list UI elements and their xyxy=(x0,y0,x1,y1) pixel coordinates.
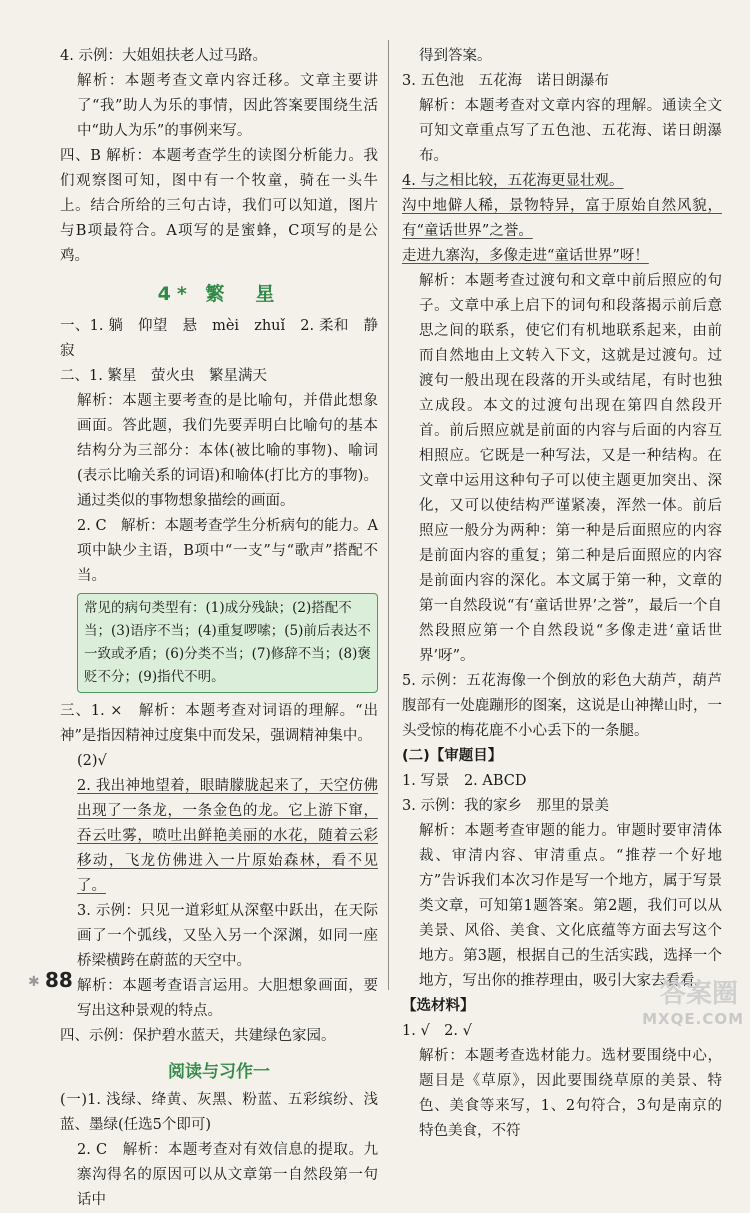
section-2-q1-analysis: 解析：本题主要考查的是比喻句，并借此想象画面。答此题，我们先要弄明白比喻句的基本结构分为三部分：本体(被比喻的事物)、喻词(表示比喻关系的词语)和喻体(打比方的事物)。通过类似的事物想象描绘的画面。 xyxy=(77,393,378,509)
watermark-url: MXQE.COM xyxy=(642,1010,744,1028)
page-number: 88 xyxy=(45,968,73,992)
right-q4-line1: 沟中地僻人稀，景物特异，富于原始自然风貌，有“童话世界”之誉。 xyxy=(402,198,722,239)
section-2-q2: 2. C 解析：本题考查学生分析病句的能力。A项中缺少主语，B项中“一支”与“歌声”搭配不当。 xyxy=(77,518,379,584)
section-3-heading: 【选材料】 xyxy=(402,998,475,1014)
section-4b-answer: 四、示例：保护碧水蓝天，共建绿色家园。 xyxy=(60,1028,336,1044)
right-q3-analysis: 解析：本题考查对文章内容的理解。通读全文可知文章重点写了五色池、五花海、诺日朗瀑布。 xyxy=(419,98,722,164)
star-icon: ✱ xyxy=(28,974,40,990)
section-3-q1: 三、1. × 解析：本题考查对词语的理解。“出神”是指因精神过度集中而发呆，强调精神集中。 xyxy=(60,703,378,744)
q4-analysis: 解析：本题考查文章内容迁移。文章主要讲了“我”助人为乐的事情，因此答案要围绕生活中“助人为乐”的事例来写。 xyxy=(77,73,378,139)
section-3-q3: 3. 示例：只见一道彩虹从深壑中跃出，在天际画了一个弧线，又坠入另一个深渊，如同一座桥梁横跨在蔚蓝的天空中。 xyxy=(77,903,378,969)
q4-example: 4. 示例：大姐姐扶老人过马路。 xyxy=(60,48,267,64)
right-b1: 1. √ 2. √ xyxy=(402,1023,472,1039)
right-q4-line2: 走进九寨沟，多像走进“童话世界”呀！ xyxy=(402,248,649,264)
right-a3-analysis: 解析：本题考查审题的能力。审题时要审清体裁、审清内容、审清重点。“推荐一个好地方”告诉我们本次习作是写一个地方，属于写景类文章，可知第1题答案。第2题，我们可以从美景、风俗、美食、文化底蕴等方面去写这个地方。第3题，根据自己的生活实践，选择一个地方，写出你的推荐理由，吸引大家去看看。 xyxy=(419,823,722,989)
left-column xyxy=(60,44,378,1213)
lesson-title: 4* 繁 星 xyxy=(157,283,281,305)
section-3-q1-mark: (2)√ xyxy=(77,753,107,769)
right-a3: 3. 示例：我的家乡 那里的景美 xyxy=(402,798,609,814)
section-1-answer: 一、1. 躺 仰望 悬 mèi zhuǐ 2. 柔和 静寂 xyxy=(60,318,378,359)
section-3-q2: 2. 我出神地望着，眼睛朦胧起来了，天空仿佛出现了一条龙，一条金色的龙。它上游下窜，吞云吐雾，喷吐出鲜艳美丽的水花，随着云彩移动，飞龙仿佛进入一片原始森林，看不见了。 xyxy=(77,778,378,894)
reading-q2: 2. C 解析：本题考查对有效信息的提取。九寨沟得名的原因可以从文章第一自然段第一句话中 xyxy=(77,1142,378,1208)
section-2-q1: 二、1. 繁星 萤火虫 繁星满天 xyxy=(60,368,267,384)
right-q4-analysis: 解析：本题考查过渡句和文章中前后照应的句子。文章中承上启下的词句和段落揭示前后意思之间的联系，使它们有机地联系起来，由前而自然地由上文转入下文，这就是过渡句。过渡句一般出现在段落的开头或结尾，有时也独立成段。本文的过渡句出现在第四自然段开首。前后照应就是前面的内容与后面的内容互相照应。它既是一种写法，又是一种结构。在文章中运用这种句子可以使主题更加突出、深化，又可以使结构严谨紧凑，浑然一体。前后照应一般分为两种：第一种是后面照应的内容是前面内容的重复；第二种是后面照应的内容是前面内容的深化。本文属于第一种，文章的第一自然段说“有‘童话世界’之誉”，最后一个自然段照应第一个自然段说“多像走进‘童话世界’呀”。 xyxy=(419,273,722,664)
section-2-heading: (二)【审题目】 xyxy=(402,748,503,764)
right-q3: 3. 五色池 五花海 诺日朗瀑布 xyxy=(402,73,609,89)
right-a1: 1. 写景 2. ABCD xyxy=(402,773,527,789)
continued-text: 得到答案。 xyxy=(419,48,492,64)
column-divider xyxy=(388,40,389,990)
right-q4: 4. 与之相比较，五花海更显壮观。 xyxy=(402,173,624,189)
right-q5: 5. 示例：五花海像一个倒放的彩色大葫芦，葫芦腹部有一处鹿蹦形的图案，这说是山神撵山时，一头受惊的梅花鹿不小心丢下的一条腿。 xyxy=(402,673,722,739)
right-b-analysis: 解析：本题考查选材能力。选材要围绕中心，题目是《草原》，因此要围绕草原的美景、特色、美食等来写，1、2句符合，3句是南京的特色美食，不符 xyxy=(419,1048,722,1139)
reading-q1: (一)1. 浅绿、绛黄、灰黑、粉蓝、五彩缤纷、浅蓝、墨绿(任选5个即可) xyxy=(60,1092,378,1133)
section-3-q3-analysis: 解析：本题考查语言运用。大胆想象画面，要写出这种景观的特点。 xyxy=(77,978,378,1019)
watermark-logo: 答案圈 xyxy=(659,979,738,1009)
section-4-answer: 四、B 解析：本题考查学生的读图分析能力。我们观察图可知，图中有一个牧童，骑在一头牛上。结合所给的三句古诗，我们可以知道，图片与B项最符合。A项写的是蜜蜂，C项写的是公鸡。 xyxy=(60,148,378,264)
error-types-note: 常见的病句类型有：(1)成分残缺；(2)搭配不当；(3)语序不当；(4)重复啰嗦；(5)前后表达不一致或矛盾；(6)分类不当；(7)修辞不当；(8)褒贬不分；(9)指代不明。 xyxy=(77,593,378,693)
section-title-reading: 阅读与习作一 xyxy=(168,1062,270,1082)
